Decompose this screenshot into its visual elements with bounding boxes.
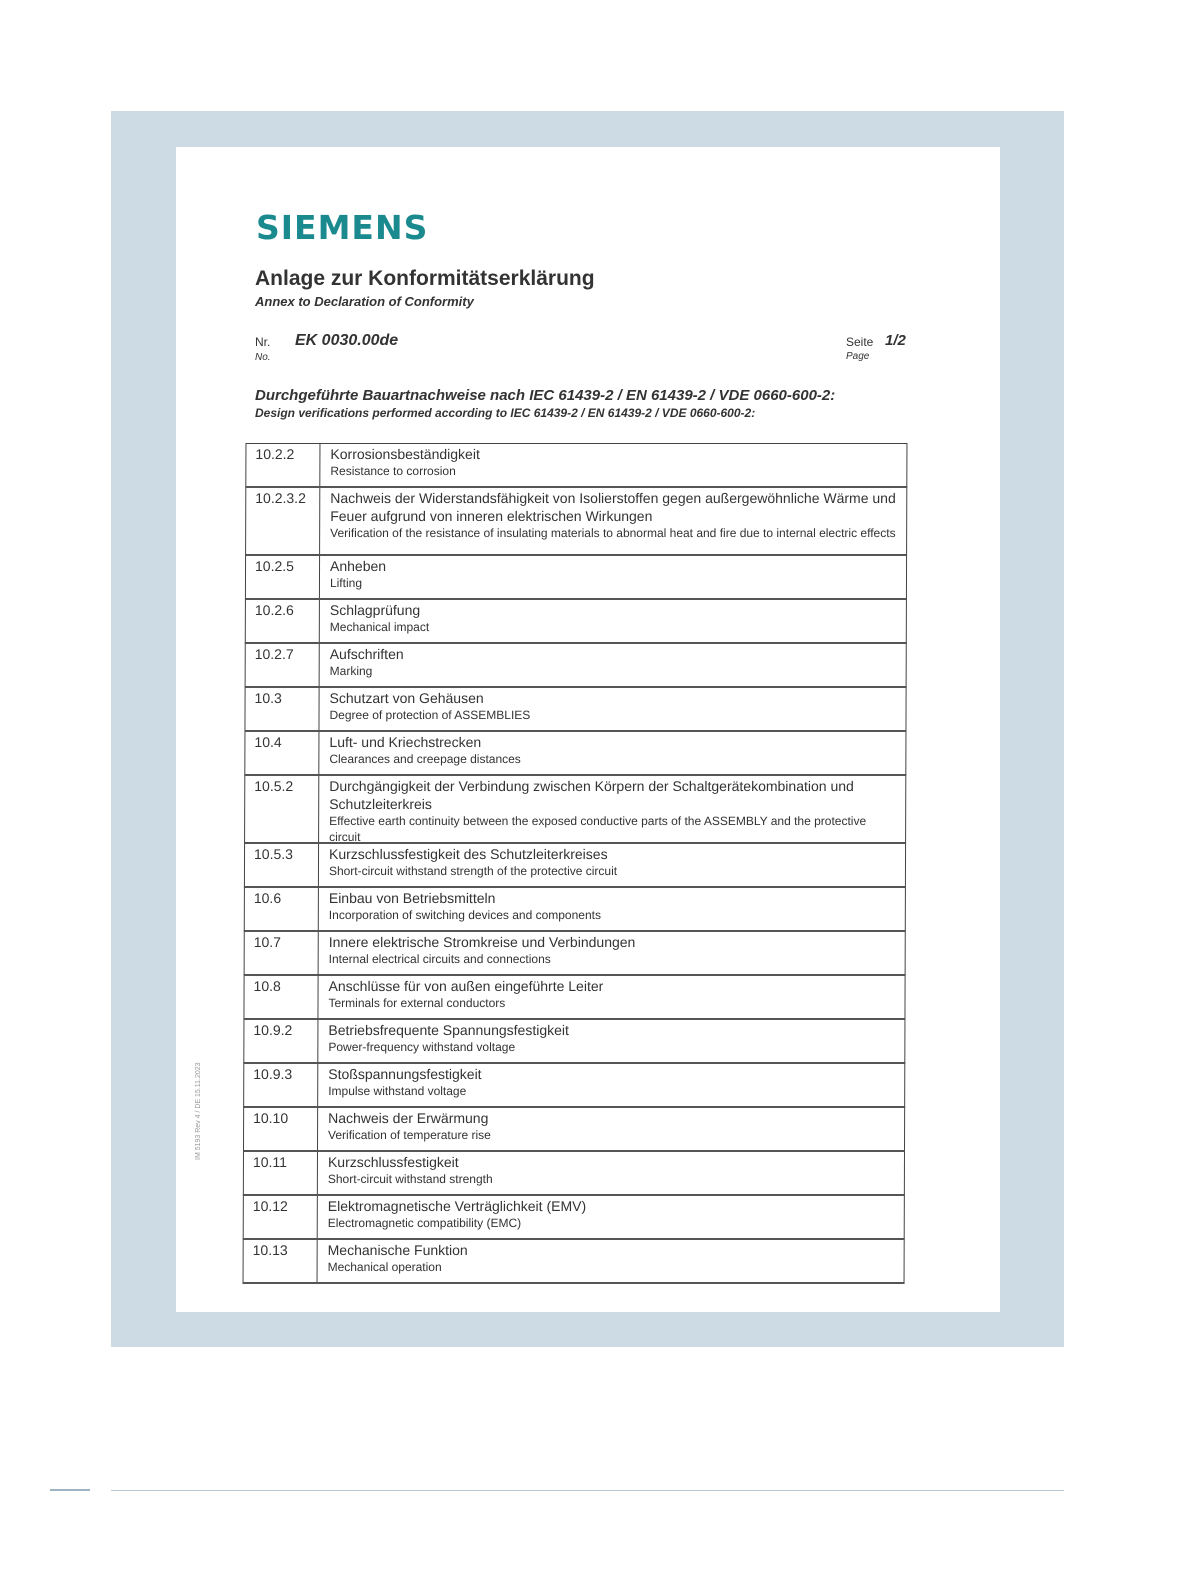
clause-text [319, 732, 905, 767]
clause-number: 10.13 [244, 1240, 318, 1282]
clause-text [318, 1240, 904, 1275]
table-row [243, 1152, 905, 1196]
clause-title-de: Innere elektrische Stromkreise und Verbindungen [328, 934, 636, 950]
clause-number: 10.11 [244, 1152, 318, 1194]
page-title: Anlage zur Konformitätserklärung [255, 267, 595, 290]
nr-label-en: No. [255, 352, 271, 363]
page-label-en: Page [846, 351, 870, 362]
clause-title-en: Short-circuit withstand strength of the protective circuit [328, 864, 618, 878]
clause-title-en: Short-circuit withstand strength [327, 1172, 493, 1186]
margin-note: IM 5193 Rev 4 / DE 15.11.2023 [195, 1062, 202, 1160]
clause-title-de: Nachweis der Erwärmung [328, 1110, 489, 1126]
clause-title-de: Einbau von Betriebsmitteln [328, 890, 496, 906]
clause-text [320, 444, 906, 479]
clause-title-en: Resistance to corrosion [330, 464, 456, 478]
clause-title-en: Verification of the resistance of insulating materials to abnormal heat and fire due to internal electric effects [330, 526, 896, 540]
clause-title-en: Clearances and creepage distances [329, 752, 521, 766]
clause-number: 10.9.3 [244, 1064, 318, 1106]
clause-number: 10.8 [244, 976, 318, 1018]
table-row [244, 932, 906, 976]
table-row [244, 888, 906, 932]
clause-text [320, 600, 906, 635]
section-heading: Durchgeführte Bauartnachweise nach IEC 61439-2 / EN 61439-2 / VDE 0660-600-2: [255, 387, 836, 404]
nr-label: Nr. [255, 335, 271, 349]
table-row [244, 732, 906, 776]
clause-title-en: Electromagnetic compatibility (EMC) [327, 1216, 522, 1230]
clause-title-de: Elektromagnetische Verträglichkeit (EMV) [327, 1198, 587, 1214]
table-row [245, 600, 907, 644]
clause-title-de: Aufschriften [329, 646, 404, 662]
clause-text [318, 1152, 904, 1187]
table-row [244, 776, 906, 844]
clause-title-en: Lifting [329, 576, 363, 590]
clause-number: 10.4 [245, 732, 319, 774]
table-row [243, 1108, 905, 1152]
clause-number: 10.6 [245, 888, 319, 930]
clause-number: 10.3 [245, 688, 319, 730]
verification-table [243, 443, 908, 1284]
clause-title-de: Schutzart von Gehäusen [329, 690, 484, 706]
clause-title-en: Mechanical impact [329, 620, 430, 634]
clause-text [319, 688, 905, 723]
table-row [245, 488, 907, 556]
clause-title-de: Stoßspannungsfestigkeit [328, 1066, 482, 1082]
clause-text [320, 488, 906, 541]
clause-number: 10.2.7 [246, 644, 320, 686]
clause-title-en: Power-frequency withstand voltage [328, 1040, 516, 1054]
clause-text [318, 1108, 904, 1143]
table-row [243, 1064, 905, 1108]
clause-title-en: Verification of temperature rise [328, 1128, 491, 1142]
clause-number: 10.2.6 [246, 600, 320, 642]
footer-rule [111, 1490, 1064, 1491]
table-row [243, 976, 905, 1020]
table-row [245, 644, 907, 688]
clause-number: 10.7 [245, 932, 319, 974]
clause-text [318, 1196, 904, 1231]
page-label: Seite [846, 335, 874, 349]
clause-title-de: Nachweis der Widerstandsfähigkeit von Isolierstoffen gegen außergewöhnliche Wärme und Feuer aufgrund von inneren elektrischen Wirkungen [330, 490, 896, 524]
clause-title-en: Degree of protection of ASSEMBLIES [329, 708, 531, 722]
section-heading-en: Design verifications performed according to IEC 61439-2 / EN 61439-2 / VDE 0660-600-2: [255, 406, 756, 420]
clause-title-en: Effective earth continuity between the exposed conductive parts of the ASSEMBLY and the protective circuit [329, 814, 867, 844]
clause-number: 10.2.3.2 [246, 488, 320, 554]
clause-text [318, 1064, 904, 1099]
clause-title-de: Kurzschlussfestigkeit [327, 1154, 459, 1170]
table-row [243, 1240, 905, 1284]
clause-title-de: Anheben [330, 558, 387, 574]
clause-title-en: Marking [329, 664, 373, 678]
clause-text [318, 976, 904, 1011]
clause-title-en: Internal electrical circuits and connections [328, 952, 551, 966]
clause-text [319, 932, 905, 967]
table-row [244, 844, 906, 888]
siemens-logo: SIEMENS [256, 208, 429, 247]
clause-title-en: Impulse withstand voltage [328, 1084, 467, 1098]
page-number: 1/2 [885, 332, 906, 349]
table-row [243, 1196, 905, 1240]
clause-title-de: Betriebsfrequente Spannungsfestigkeit [328, 1022, 569, 1038]
clause-number: 10.5.2 [245, 776, 319, 842]
table-row [243, 1020, 905, 1064]
clause-title-de: Mechanische Funktion [327, 1242, 468, 1258]
clause-text [318, 1020, 904, 1055]
clause-number: 10.10 [244, 1108, 318, 1150]
clause-title-en: Mechanical operation [327, 1260, 442, 1274]
clause-text [319, 888, 905, 923]
clause-title-de: Luft- und Kriechstrecken [329, 734, 482, 750]
clause-title-de: Korrosionsbeständigkeit [330, 446, 480, 462]
document-number: EK 0030.00de [295, 332, 399, 349]
table-row [244, 688, 906, 732]
clause-text [320, 556, 906, 591]
clause-number: 10.9.2 [244, 1020, 318, 1062]
clause-number: 10.12 [244, 1196, 318, 1238]
clause-title-en: Terminals for external conductors [328, 996, 506, 1010]
table-row [245, 444, 907, 488]
clause-text [319, 844, 905, 879]
clause-title-en: Incorporation of switching devices and components [328, 908, 602, 922]
clause-title-de: Schlagprüfung [329, 602, 421, 618]
footer-accent [50, 1489, 90, 1491]
table-row [245, 556, 907, 600]
clause-number: 10.2.5 [246, 556, 320, 598]
clause-title-de: Anschlüsse für von außen eingeführte Leiter [328, 978, 604, 994]
clause-text [320, 644, 906, 679]
page-subtitle: Annex to Declaration of Conformity [255, 294, 474, 309]
clause-number: 10.2.2 [246, 444, 320, 486]
clause-number: 10.5.3 [245, 844, 319, 886]
clause-title-de: Kurzschlussfestigkeit des Schutzleiterkreises [329, 846, 608, 862]
clause-text [319, 776, 905, 845]
clause-title-de: Durchgängigkeit der Verbindung zwischen Körpern der Schaltgerätekombination und Schutzleiterkreis [329, 778, 854, 812]
